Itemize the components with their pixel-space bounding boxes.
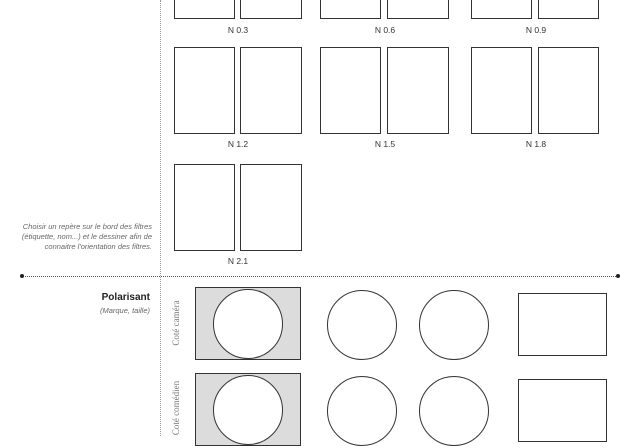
filter-label: N 1.2 [227,139,249,149]
filter-box [240,47,302,134]
vertical-guide-line [160,0,161,436]
filter-box [320,47,381,134]
polarizer-rectangle [518,379,607,442]
divider-dot-right [616,274,620,278]
polarizer-circle [213,289,283,359]
orientation-note: Choisir un repère sur le bord des filtres (étiquette, nom...) et le dessiner afin de connaitre l'orientation des filtres. [21,222,152,251]
filter-box [538,0,599,19]
divider-dot-left [20,274,24,278]
filter-label: N 0.3 [227,25,249,35]
filter-label: N 1.8 [525,139,547,149]
polarizer-circle [327,290,397,360]
polarizer-rectangle [518,293,607,356]
filter-label: N 0.6 [374,25,396,35]
filter-box [538,47,599,134]
filter-label: N 2.1 [227,256,249,266]
filter-box [240,164,302,251]
filter-box [240,0,302,19]
polarisant-subtitle: (Marque, taille) [99,306,150,315]
filter-box [174,164,235,251]
filter-box [174,0,235,19]
polarizer-circle [419,290,489,360]
side-label-comedien: Coté comédien [171,380,181,436]
filter-box [320,0,381,19]
section-divider [22,276,618,277]
filter-label: N 0.9 [525,25,547,35]
polarisant-title: Polarisant [101,292,150,303]
polarizer-circle [213,375,283,445]
filter-box [471,47,532,134]
filter-box [471,0,532,19]
filter-box [387,0,449,19]
filter-box [387,47,449,134]
filter-label: N 1.5 [374,139,396,149]
side-label-camera: Coté caméra [171,300,181,346]
filter-box [174,47,235,134]
